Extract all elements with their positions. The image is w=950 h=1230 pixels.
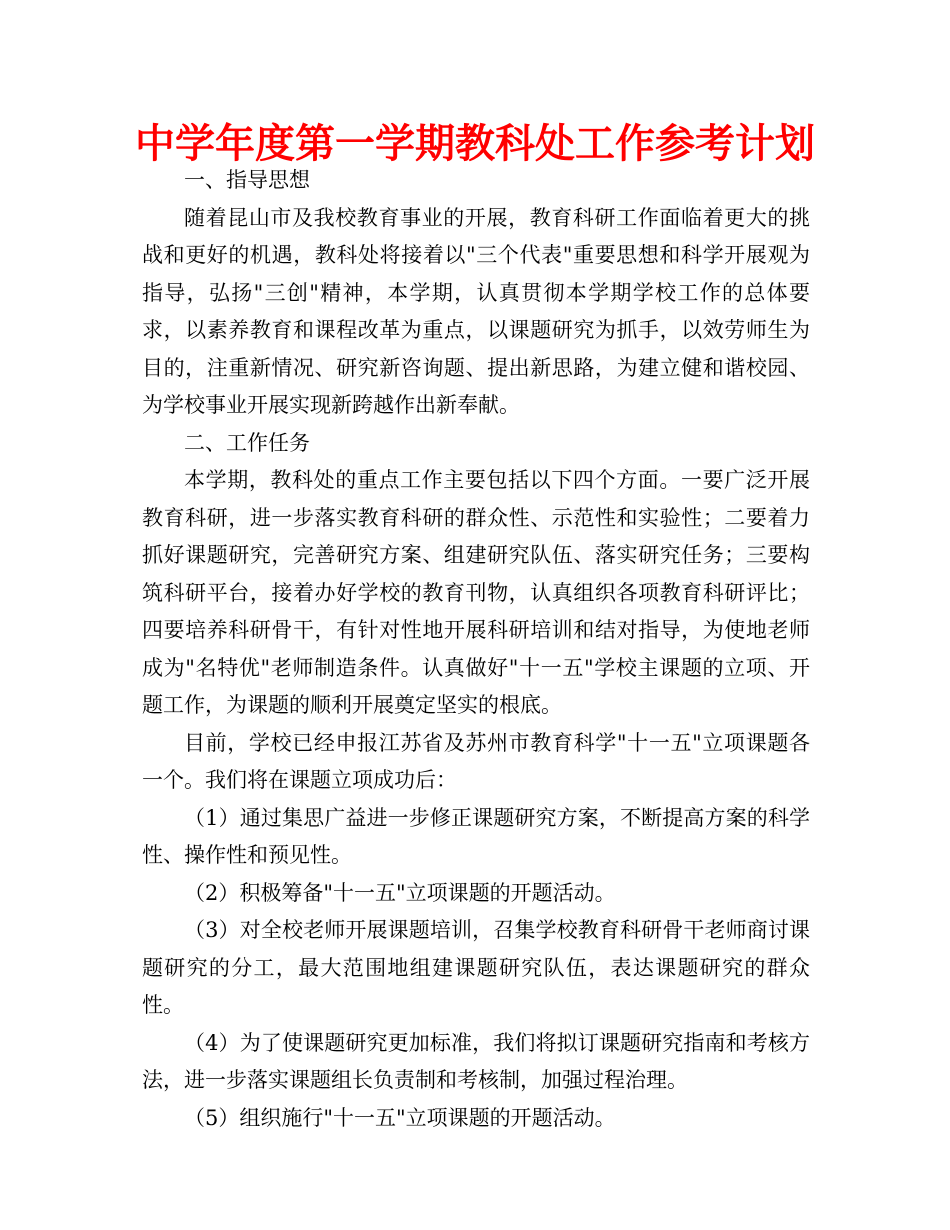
list-item-5: （5）组织施行"十一五"立项课题的开题活动。 (184, 1105, 616, 1130)
list-item-1: （1）通过集思广益进一步修正课题研究方案，不断提高方案的科学性、操作性和预见性。 (142, 805, 810, 867)
section-heading-guiding-thought: 一、指导思想 (184, 168, 310, 192)
document-title: 中学年度第一学期教科处工作参考计划 (135, 121, 815, 167)
paragraph-work-tasks: 本学期，教科处的重点工作主要包括以下四个方面。一要广泛开展教育科研，进一步落实教育科研的群众性、示范性和实验性；二要着力抓好课题研究，完善研究方案、组建研究队伍、落实研究任务；三要构筑科研平台，接着办好学校的教育刊物，认真组织各项教育科研评比；四要培养科研骨干，有针对性地开展科研培训和结对指导，为使地老师成为"名特优"老师制造条件。认真做好"十一五"学校主课题的立项、开题工作，为课题的顺利开展奠定坚实的根底。 (142, 468, 810, 717)
list-item-4: （4）为了使课题研究更加标准，我们将拟订课题研究指南和考核方法，进一步落实课题组长负责制和考核制，加强过程治理。 (142, 1030, 810, 1092)
document-body (142, 162, 810, 1137)
list-item-3: （3）对全校老师开展课题培训，召集学校教育科研骨干老师商讨课题研究的分工，最大范围地组建课题研究队伍，表达课题研究的群众性。 (142, 918, 810, 1017)
paragraph-guiding-thought: 随着昆山市及我校教育事业的开展，教育科研工作面临着更大的挑战和更好的机遇，教科处将接着以"三个代表"重要思想和科学开展观为指导，弘扬"三创"精神，本学期，认真贯彻本学期学校工作的总体要求，以素养教育和课程改革为重点，以课题研究为抓手，以效劳师生为目的，注重新情况、研究新咨询题、提出新思路，为建立健和谐校园、为学校事业开展实现新跨越作出新奉献。 (142, 205, 810, 417)
list-item-2: （2）积极筹备"十一五"立项课题的开题活动。 (184, 880, 616, 905)
section-heading-work-tasks: 二、工作任务 (184, 430, 310, 455)
paragraph-current-status: 目前，学校已经申报江苏省及苏州市教育科学"十一五"立项课题各一个。我们将在课题立项成功后： (142, 730, 810, 792)
